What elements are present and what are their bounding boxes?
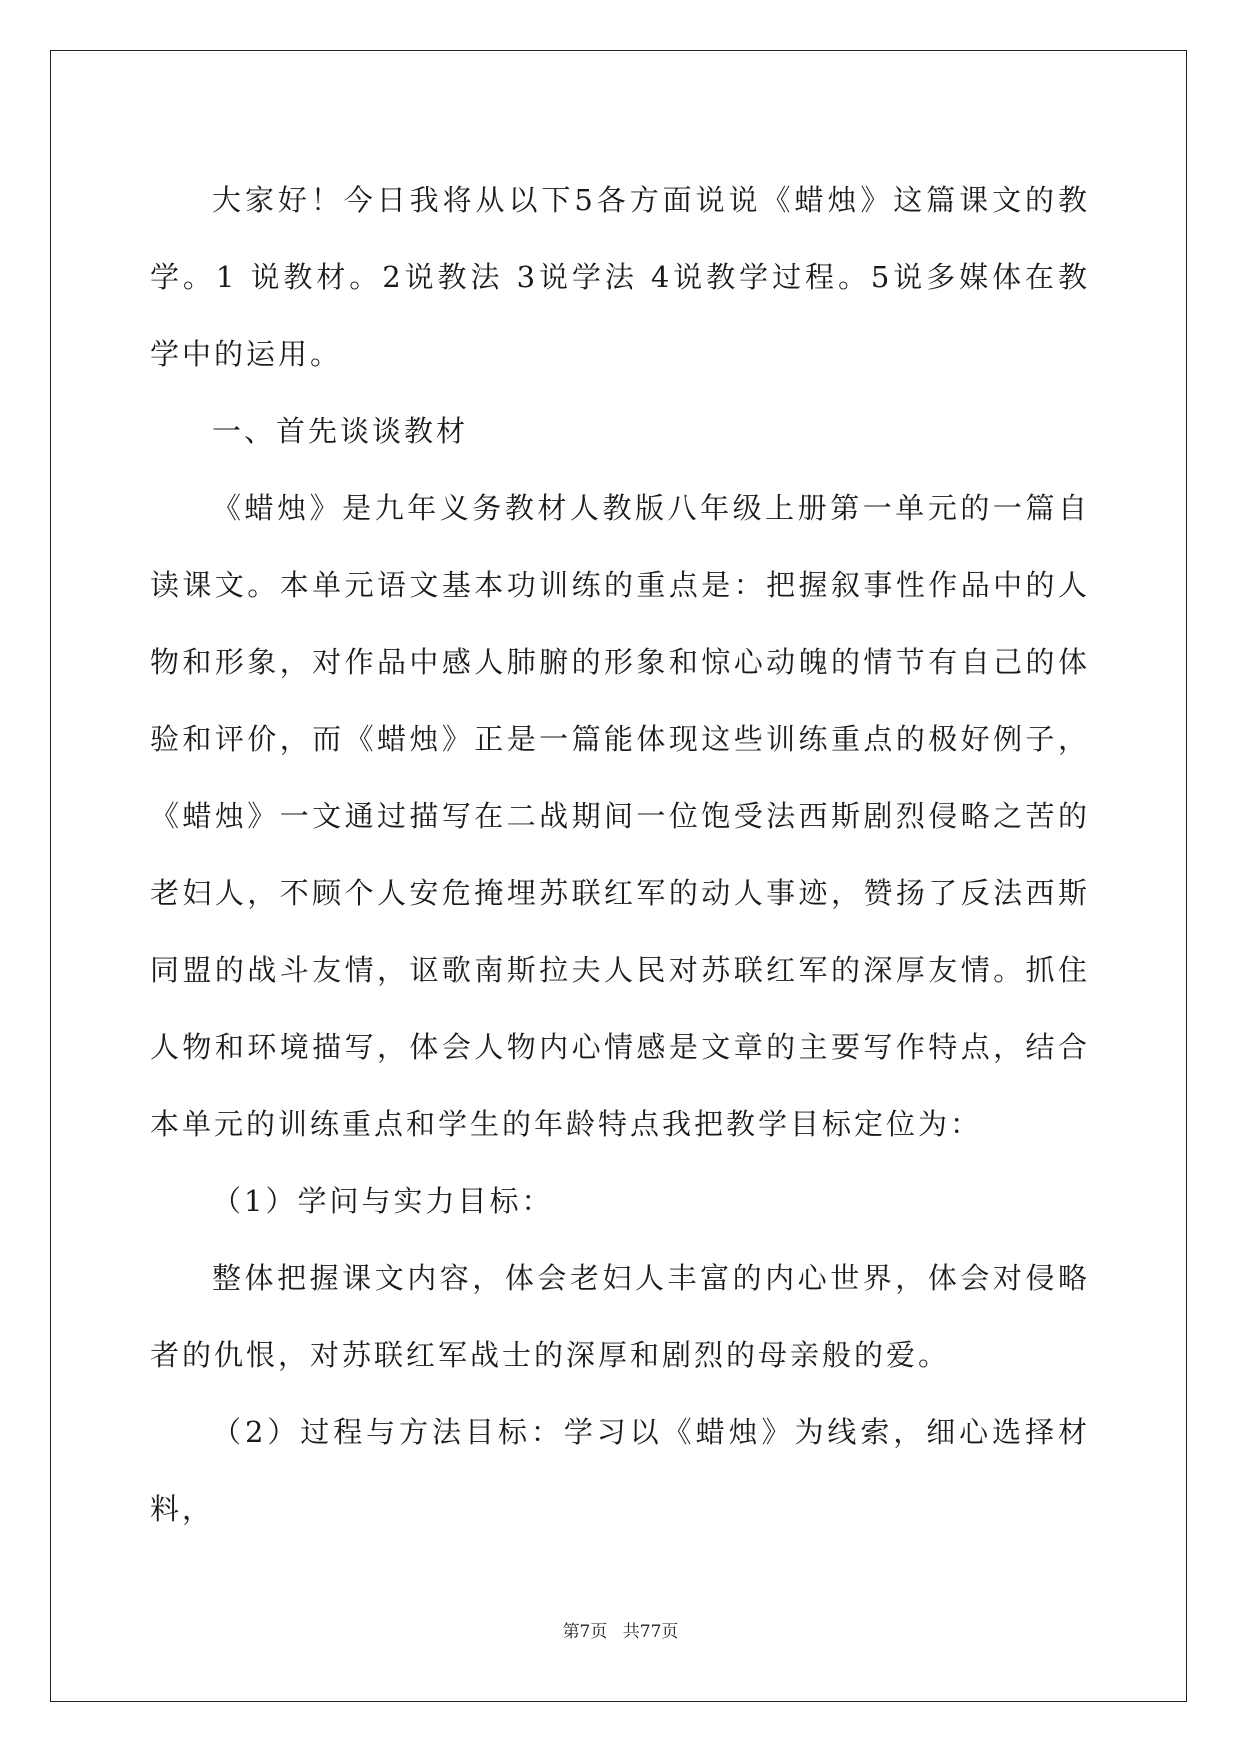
page-number: 第7页 [562,1622,608,1642]
paragraph-intro: 大家好！今日我将从以下5各方面说说《蜡烛》这篇课文的教学。1 说教材。2说教法 3说学法 4说教学过程。5说多媒体在教学中的运用。 [150,183,1090,371]
paragraph-textbook-analysis: 《蜡烛》是九年义务教材人教版八年级上册第一单元的一篇自读课文。本单元语文基本功训练的重点是：把握叙事性作品中的人物和形象，对作品中感人肺腑的形象和惊心动魄的情节有自己的体验和评价，而《蜡烛》正是一篇能体现这些训练重点的极好例子，《蜡烛》一文通过描写在二战期间一位饱受法西斯剧烈侵略之苦的老妇人，不顾个人安危掩埋苏联红军的动人事迹，赞扬了反法西斯同盟的战斗友情，讴歌南斯拉夫人民对苏联红军的深厚友情。抓住人物和环境描写，体会人物内心情感是文章的主要写作特点，结合本单元的训练重点和学生的年龄特点我把教学目标定位为： [150,491,1090,1141]
page-total: 共77页 [622,1622,679,1642]
document-body [150,162,1090,1548]
section-heading-textbook: 一、首先谈谈教材 [212,414,469,448]
paragraph-process-goal: （2）过程与方法目标：学习以《蜡烛》为线索，细心选择材料， [150,1415,1090,1526]
page-footer [0,1622,1241,1642]
paragraph-knowledge-goal: 整体把握课文内容，体会老妇人丰富的内心世界，体会对侵略者的仇恨，对苏联红军战士的深厚和剧烈的母亲般的爱。 [150,1261,1090,1372]
subheading-knowledge-goal: （1）学问与实力目标： [212,1184,554,1218]
